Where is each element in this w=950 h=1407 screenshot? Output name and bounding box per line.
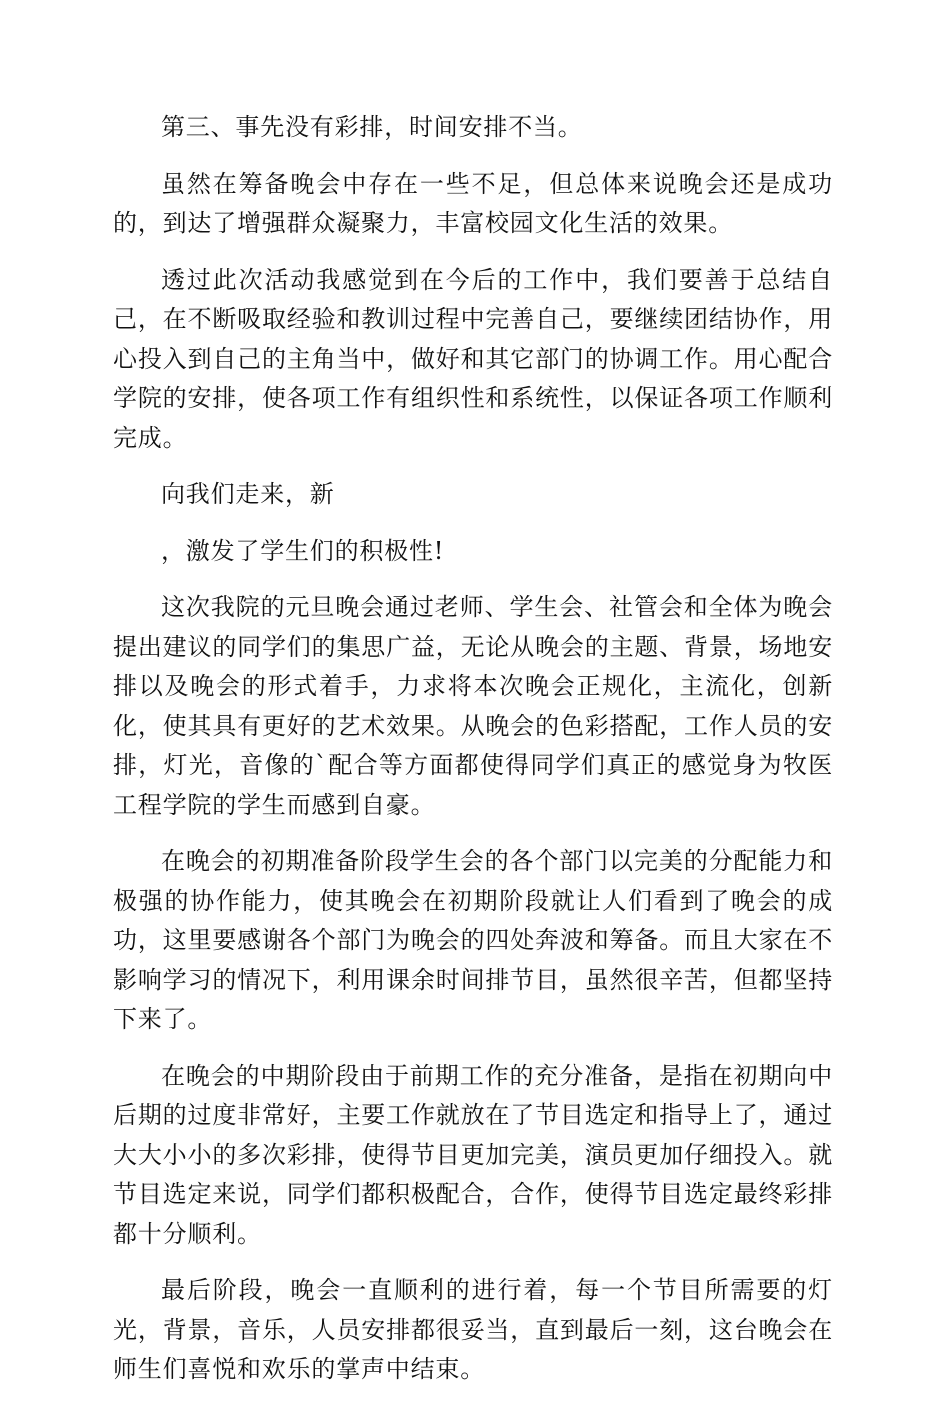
paragraph-rehearsal-issue: 第三、事先没有彩排，时间安排不当。: [161, 113, 583, 141]
paragraph-party-planning: 这次我院的元旦晚会通过老师、学生会、社管会和全体为晚会提出建议的同学们的集思广益，无论从晚会的主题、背景，场地安排以及晚会的形式着手，力求将本次晚会正规化，主流化，创新化，使其具有更好的艺术效果。从晚会的色彩搭配，工作人员的安排，灯光，音像的`配合等方面都使得同学们真正的感觉身为牧医工程学院的学生而感到自豪。: [113, 593, 833, 819]
paragraph-reflection: 透过此次活动我感觉到在今后的工作中，我们要善于总结自己，在不断吸取经验和教训过程中完善自己，要继续团结协作，用心投入到自己的主角当中，做好和其它部门的协调工作。用心配合学院的安排，使各项工作有组织性和系统性，以保证各项工作顺利完成。: [113, 265, 833, 452]
paragraph-middle-stage: 在晚会的中期阶段由于前期工作的充分准备，是指在初期向中后期的过度非常好，主要工作就放在了节目选定和指导上了，通过大大小小的多次彩排，使得节目更加完美，演员更加仔细投入。就节目选定来说，同学们都积极配合，合作，使得节目选定最终彩排都十分顺利。: [113, 1061, 833, 1248]
paragraph-final-stage: 最后阶段，晚会一直顺利的进行着，每一个节目所需要的灯光，背景，音乐，人员安排都很妥当，直到最后一刻，这台晚会在师生们喜悦和欢乐的掌声中结束。: [113, 1276, 833, 1383]
paragraph-overall-success: 虽然在筹备晚会中存在一些不足，但总体来说晚会还是成功的，到达了增强群众凝聚力，丰富校园文化生活的效果。: [113, 169, 833, 237]
document-page: [113, 108, 833, 1407]
paragraph-early-stage: 在晚会的初期准备阶段学生会的各个部门以完美的分配能力和极强的协作能力，使其晚会在初期阶段就让人们看到了晚会的成功，这里要感谢各个部门为晚会的四处奔波和筹备。而且大家在不影响学习的情况下，利用课余时间排节目，虽然很辛苦，但都坚持下来了。: [113, 847, 833, 1033]
paragraph-fragment-new: 向我们走来，新: [161, 480, 335, 508]
paragraph-fragment-enthusiasm: ，激发了学生们的积极性!: [161, 536, 445, 565]
